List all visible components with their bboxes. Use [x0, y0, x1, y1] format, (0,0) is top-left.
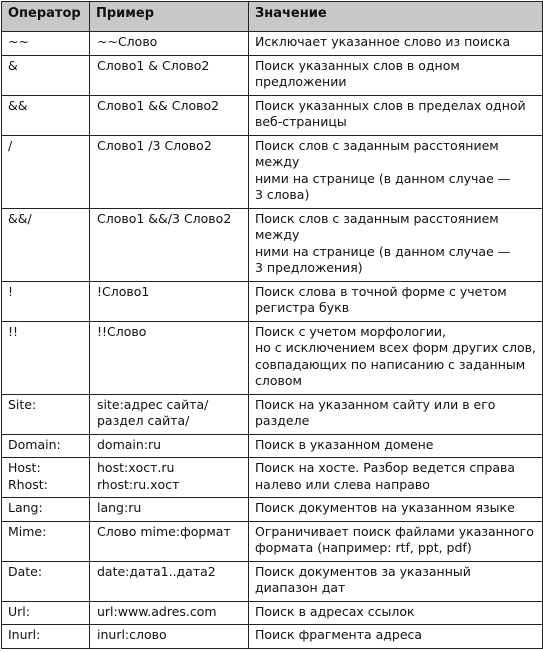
table-row: [2, 498, 543, 522]
cell-operator: [2, 498, 90, 522]
table-row: [2, 394, 543, 434]
cell-operator-line: Inurl:: [8, 627, 41, 642]
cell-meaning-line: Поиск указанных слов в пределах одной: [255, 97, 526, 113]
cell-example-line: rhost:ru.хост: [97, 476, 180, 492]
cell-meaning-line: но с исключением всех форм других слов,: [255, 340, 537, 355]
cell-meaning-line: Поиск фрагмента адреса: [255, 627, 423, 642]
cell-meaning: [249, 498, 543, 522]
cell-example-line: раздел сайта/: [97, 413, 190, 428]
cell-operator: [2, 434, 90, 458]
cell-operator-line: &&: [8, 97, 28, 113]
cell-meaning-line: словом: [255, 373, 302, 388]
table-row: [2, 208, 543, 281]
cell-operator-line: /: [8, 137, 13, 153]
cell-example-line: Слово1 /3 Слово2: [97, 137, 212, 153]
cell-example-line: date:дата1..дата2: [97, 563, 216, 579]
cell-meaning-line: Поиск на указанном сайту или в его: [255, 396, 496, 412]
cell-meaning-line: Поиск в адресах ссылок: [255, 603, 415, 619]
cell-meaning-line: Ограничивает поиск файлами указанного: [255, 523, 534, 539]
cell-example: [90, 434, 249, 458]
cell-meaning-line: налево или слева направо: [255, 476, 430, 492]
table-row: [2, 55, 543, 95]
cell-meaning: [249, 208, 543, 281]
cell-example: [90, 281, 249, 321]
cell-meaning-line: Поиск слова в точной форме с учетом: [255, 283, 507, 299]
cell-example-line: lang:ru: [97, 500, 142, 515]
search-operators-table: [1, 1, 543, 649]
cell-operator: [2, 394, 90, 434]
table-row: [2, 321, 543, 394]
cell-example: [90, 208, 249, 281]
cell-operator-line: Lang:: [8, 500, 43, 515]
header-operator: Оператор: [2, 2, 90, 32]
cell-meaning-line: Поиск слов с заданным расстоянием между: [255, 210, 499, 242]
cell-meaning: [249, 458, 543, 498]
cell-example-line: host:хост.ru: [97, 460, 175, 475]
cell-operator-line: ~~: [8, 34, 29, 49]
cell-operator: [2, 135, 90, 208]
cell-example-line: ~~Слово: [97, 34, 158, 49]
cell-meaning: [249, 135, 543, 208]
cell-example-line: url:www.adres.com: [97, 603, 217, 619]
cell-operator: [2, 32, 90, 56]
cell-meaning-line: 3 предложения): [255, 260, 363, 275]
cell-example-line: Слово mime:формат: [97, 523, 231, 539]
cell-meaning-line: диапазон дат: [255, 580, 346, 595]
cell-meaning-line: ними на странице (в данном случае —: [255, 170, 511, 186]
cell-example-line: !!Слово: [97, 323, 147, 339]
cell-example-line: Слово1 &&/3 Слово2: [97, 210, 232, 226]
cell-operator: [2, 95, 90, 135]
cell-example: [90, 601, 249, 625]
header-row: [2, 2, 543, 32]
cell-example: [90, 625, 249, 649]
cell-example: [90, 561, 249, 601]
cell-operator-line: &&/: [8, 210, 32, 226]
cell-meaning: [249, 521, 543, 561]
cell-operator-line: Date:: [8, 563, 43, 579]
cell-example: [90, 458, 249, 498]
cell-meaning-line: Поиск документов за указанный: [255, 563, 471, 579]
cell-meaning-line: веб-страницы: [255, 114, 347, 129]
cell-operator: [2, 521, 90, 561]
cell-operator-line: !: [8, 283, 14, 299]
cell-meaning-line: предложении: [255, 74, 347, 89]
cell-meaning-line: Поиск на хосте. Разбор ведется справа: [255, 460, 516, 475]
cell-operator-line: !!: [8, 323, 19, 339]
cell-example-line: inurl:слово: [97, 627, 167, 642]
cell-meaning: [249, 55, 543, 95]
cell-example: [90, 521, 249, 561]
table-row: [2, 458, 543, 498]
table-row: [2, 601, 543, 625]
table-row: [2, 521, 543, 561]
cell-example-line: site:адрес сайта/: [97, 396, 209, 412]
cell-meaning-line: формата (например: rtf, ppt, pdf): [255, 540, 472, 555]
header-example: Пример: [90, 2, 249, 32]
table-row: [2, 434, 543, 458]
table-row: [2, 32, 543, 56]
cell-example: [90, 394, 249, 434]
cell-meaning: [249, 625, 543, 649]
table-header: [2, 2, 543, 32]
table-row: [2, 561, 543, 601]
cell-meaning-line: совпадающих по написанию с заданным: [255, 356, 526, 372]
cell-operator-line: Domain:: [8, 436, 61, 452]
cell-operator: [2, 321, 90, 394]
cell-meaning-line: Исключает указанное слово из поиска: [255, 34, 511, 49]
cell-example-line: Слово1 & Слово2: [97, 57, 210, 73]
cell-example-line: !Слово1: [97, 283, 150, 299]
cell-meaning-line: регистра букв: [255, 300, 350, 315]
cell-operator: [2, 601, 90, 625]
cell-operator-line: &: [8, 57, 18, 73]
cell-meaning-line: разделе: [255, 413, 310, 428]
cell-meaning: [249, 601, 543, 625]
cell-operator: [2, 458, 90, 498]
cell-operator-line: Rhost:: [8, 476, 48, 492]
cell-meaning: [249, 434, 543, 458]
cell-meaning-line: Поиск слов с заданным расстоянием между: [255, 137, 499, 169]
cell-operator-line: Url:: [8, 603, 30, 619]
header-meaning: Значение: [249, 2, 543, 32]
cell-example: [90, 135, 249, 208]
cell-meaning-line: Поиск в указанном домене: [255, 436, 434, 452]
cell-example-line: Слово1 && Слово2: [97, 97, 220, 113]
cell-operator: [2, 208, 90, 281]
cell-operator: [2, 625, 90, 649]
cell-meaning-line: Поиск с учетом морфологии,: [255, 323, 446, 339]
cell-operator-line: Site:: [8, 396, 37, 412]
table-row: [2, 625, 543, 649]
table-row: [2, 95, 543, 135]
cell-operator: [2, 561, 90, 601]
table-row: [2, 281, 543, 321]
cell-example: [90, 32, 249, 56]
table-row: [2, 135, 543, 208]
cell-meaning: [249, 561, 543, 601]
cell-example-line: domain:ru: [97, 436, 162, 452]
cell-meaning-line: Поиск документов на указанном языке: [255, 500, 515, 515]
cell-example: [90, 498, 249, 522]
cell-meaning-line: Поиск указанных слов в одном: [255, 57, 460, 73]
cell-meaning: [249, 321, 543, 394]
cell-meaning-line: ними на странице (в данном случае —: [255, 243, 511, 259]
cell-meaning: [249, 32, 543, 56]
cell-meaning: [249, 394, 543, 434]
cell-meaning: [249, 95, 543, 135]
cell-example: [90, 321, 249, 394]
cell-example: [90, 95, 249, 135]
cell-operator-line: Host:: [8, 460, 41, 475]
cell-meaning-line: 3 слова): [255, 187, 310, 202]
table-body: [2, 32, 543, 649]
cell-meaning: [249, 281, 543, 321]
cell-operator: [2, 281, 90, 321]
cell-example: [90, 55, 249, 95]
cell-operator-line: Mime:: [8, 523, 47, 539]
cell-operator: [2, 55, 90, 95]
